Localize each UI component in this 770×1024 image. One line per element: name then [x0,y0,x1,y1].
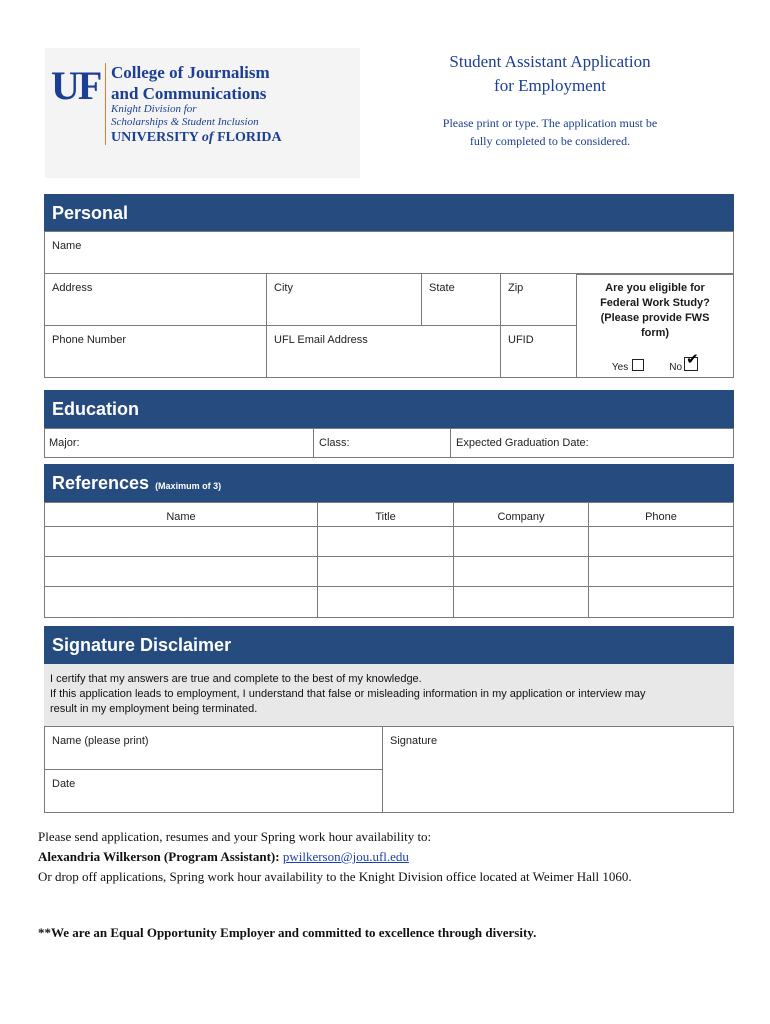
ref-3-phone[interactable] [588,586,734,618]
phone-field[interactable] [44,325,267,378]
logo-univ-b: of [201,130,214,145]
ref-col-phone: Phone [588,502,734,527]
disclaimer-line-3: result in my employment being terminated. [50,703,258,715]
disclaimer-line-1: I certify that my answers are true and complete to the best of my knowledge. [50,673,422,685]
section-header-signature [44,626,734,664]
logo-university [111,130,282,146]
date-field[interactable] [44,769,383,813]
page-instructions [380,114,720,150]
uf-monogram: UF [51,63,101,108]
disclaimer-text [44,664,734,727]
signature-heading: Signature Disclaimer [52,634,232,655]
ref-2-phone[interactable] [588,556,734,587]
submission-instructions [38,827,758,887]
ref-1-phone[interactable] [588,526,734,557]
ref-2-title[interactable] [317,556,454,587]
state-field[interactable] [421,273,501,326]
class-label: Class: [319,437,350,449]
city-field[interactable] [266,273,422,326]
footer-line-3: Or drop off applications, Spring work hour availability to the Knight Division office located at Weimer Hall 1060. [38,869,632,884]
references-note: (Maximum of 3) [155,481,222,491]
date-label: Date [52,778,76,790]
contact-name: Alexandria Wilkerson (Program Assistant): [38,849,280,864]
section-header-personal [44,194,734,232]
ufl-email-field[interactable] [266,325,501,378]
fws-eligibility [576,274,734,378]
fws-yes-label: Yes [611,362,629,373]
ufid-field[interactable] [500,325,577,378]
fws-no-checkbox-checked[interactable] [684,357,698,371]
disclaimer-line-2: If this application leads to employment, I understand that false or misleading information in my application or interview may [50,688,646,700]
print-name-field[interactable] [44,726,383,770]
logo-univ-a: UNIVERSITY [111,130,202,145]
ref-3-company[interactable] [453,586,589,618]
fws-question: Are you eligible for Federal Work Study? (Please provide FWS form) [600,282,710,339]
fws-options [577,357,733,375]
zip-label: Zip [508,282,524,294]
signature-field[interactable] [382,726,734,813]
logo-line-2: and Communications [111,84,267,103]
address-field[interactable] [44,273,267,326]
grad-label: Expected Graduation Date: [456,437,589,449]
page-title [380,50,720,98]
logo-line-4: Scholarships & Student Inclusion [111,116,259,128]
ref-1-company[interactable] [453,526,589,557]
address-label: Address [52,282,93,294]
name-label: Name [52,240,82,252]
title-line-2: for Employment [494,76,606,95]
logo-division [111,103,259,129]
subtitle-line-2: fully completed to be considered. [469,134,631,148]
section-header-references [44,464,734,502]
fws-no-label: No [669,362,683,373]
ref-1-title[interactable] [317,526,454,557]
ufid-label: UFID [508,334,534,346]
zip-field[interactable] [500,273,577,326]
ref-col-name: Name [44,502,318,527]
ref-2-company[interactable] [453,556,589,587]
graduation-date-field[interactable] [450,428,734,458]
major-field[interactable] [44,428,314,458]
logo-line-3: Knight Division for [111,103,197,115]
ref-2-name[interactable] [44,556,318,587]
education-heading: Education [52,398,140,419]
fws-yes-checkbox[interactable] [632,359,644,371]
ref-3-title[interactable] [317,586,454,618]
email-label: UFL Email Address [274,334,368,346]
eoe-statement: **We are an Equal Opportunity Employer and committed to excellence through diversity. [38,925,537,940]
logo-line-1: College of Journalism [111,63,270,82]
footer-line-1: Please send application, resumes and your Spring work hour availability to: [38,829,432,844]
logo-divider [105,63,106,145]
section-header-education [44,390,734,428]
personal-heading: Personal [52,202,129,223]
uf-cjc-logo [45,48,360,178]
major-label: Major: [49,437,80,449]
ref-col-title: Title [317,502,454,527]
subtitle-line-1: Please print or type. The application must be [442,116,658,130]
class-field[interactable] [313,428,451,458]
references-heading: References [52,472,150,493]
title-line-1: Student Assistant Application [449,52,651,71]
print-name-label: Name (please print) [52,735,149,747]
logo-univ-c: FLORIDA [213,130,282,145]
state-label: State [429,282,455,294]
signature-label: Signature [390,735,438,747]
footer-contact [38,847,758,867]
city-label: City [274,282,293,294]
phone-label: Phone Number [52,334,126,346]
name-field[interactable] [44,231,734,274]
logo-college-name [111,62,270,104]
ref-col-company: Company [453,502,589,527]
contact-email-link[interactable]: pwilkerson@jou.ufl.edu [282,849,409,864]
ref-1-name[interactable] [44,526,318,557]
ref-3-name[interactable] [44,586,318,618]
